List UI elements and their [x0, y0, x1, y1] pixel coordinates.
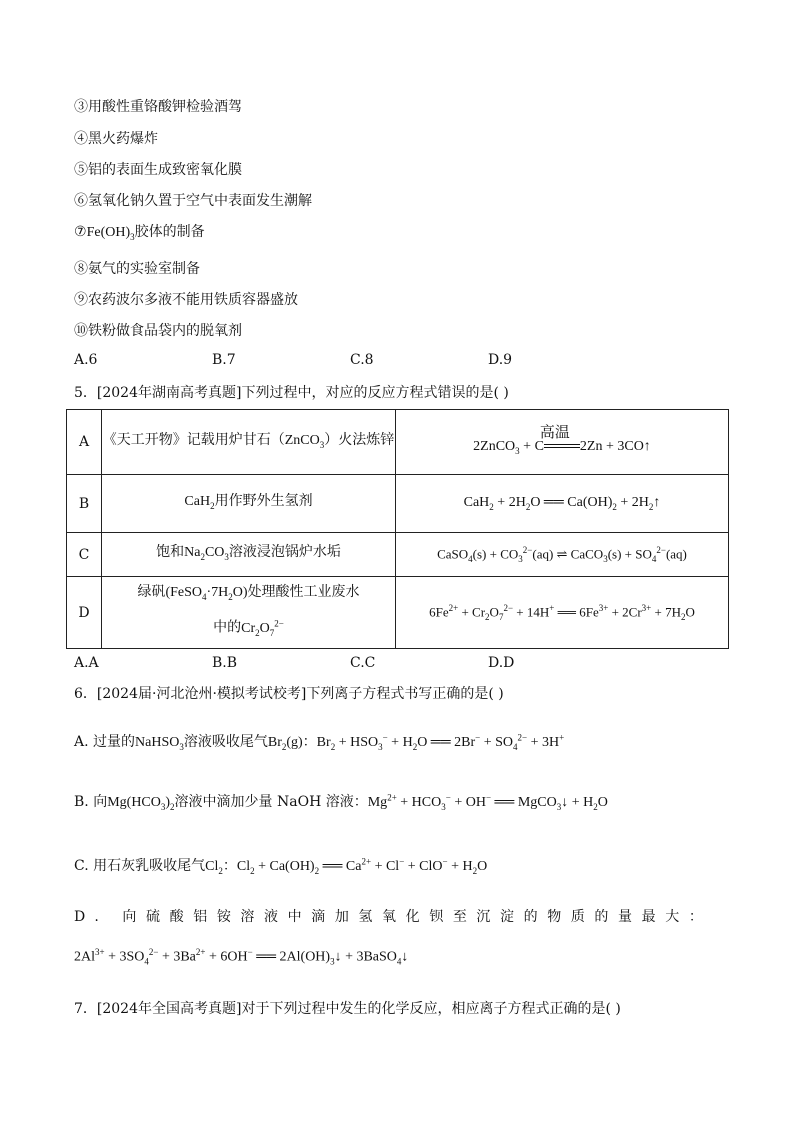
list-item: ③用酸性重铬酸钾检验酒驾	[74, 99, 242, 115]
option-b[interactable]: B.7	[212, 352, 236, 368]
row-equation: 2ZnCO$_3$ + C 高温 2Zn + 3CO↑	[396, 410, 729, 475]
option-d[interactable]: D.9	[488, 352, 513, 368]
q6-option-d-equation: $2Al^{3+} + 3SO_4^{2-} + 3Ba^{2+} + 6OH^-$ ══ $2Al(OH)_3↓$ + 3BaSO$_4$↓	[74, 947, 409, 967]
option-d[interactable]: D.D	[488, 655, 515, 671]
row-desc: 《天工开物》记载用炉甘石（ZnCO$_3$）火法炼锌	[102, 410, 396, 475]
row-label: A	[67, 410, 102, 475]
q6-option-b[interactable]: B. 向$Mg(HCO_3)_2$溶液中滴加少量 NaOH 溶液：$Mg^{2+} + HCO_3^- + OH^-$ ══ MgCO$_3$↓ + $H_2O$	[74, 792, 608, 812]
q5-options	[74, 655, 626, 671]
q5-stem: 5．[2024年湖南高考真题]下列过程中，对应的反应方程式错误的是( )	[74, 385, 509, 401]
list-item: ④黑火药爆炸	[74, 131, 158, 147]
q6-option-a[interactable]: A. 过量的NaHSO$_3$溶液吸收尾气$Br_2(g)$：$Br_2 + HSO_3^- + H_2O$ ══ $2Br^- + SO_4^{2-} + 3H^+$	[74, 732, 565, 752]
table-row: D 绿矾$(FeSO_4\cdot 7H_2O)$处理酸性工业废水 中的$Cr_2O_7^{2-}$ $6Fe^{2+} + Cr_2O_7^{2-} + 14H^+$ ══ $6Fe^{3+} + 2Cr^{3+} + 7H_2O$	[67, 577, 729, 649]
option-a[interactable]: A.6	[74, 352, 98, 368]
list-item: ⑥氢氧化钠久置于空气中表面发生潮解	[74, 193, 312, 209]
table-row: B CaH$_2$用作野外生氢剂 $CaH_2 + 2H_2O$ ══ $Ca(OH)_2$ + $2H_2↑$	[67, 475, 729, 533]
q6-option-d[interactable]: D. 向硫酸铝铵溶液中滴加氢氧化钡至沉淀的物质的量最大：	[74, 909, 713, 925]
option-a[interactable]: A.A	[74, 655, 99, 671]
option-c[interactable]: C.8	[350, 352, 374, 368]
table-row	[67, 410, 729, 475]
q4-options	[74, 352, 626, 368]
list-item: ⑧氨气的实验室制备	[74, 261, 200, 277]
option-b[interactable]: B.B	[212, 655, 238, 671]
table-row: C 饱和$Na_2CO_3$溶液浸泡锅炉水垢 CaSO$_4$(s) + $CO_3^{2-}(aq)$ ⇌ CaCO$_3$(s) + $SO_4^{2-}(aq)$	[67, 533, 729, 577]
list-item: ⑤铝的表面生成致密氧化膜	[74, 162, 242, 178]
list-item: ⑨农药波尔多液不能用铁质容器盛放	[74, 292, 298, 308]
q6-stem: 6．[2024届·河北沧州·模拟考试校考]下列离子方程式书写正确的是( )	[74, 686, 504, 702]
q7-stem: 7．[2024年全国高考真题]对于下列过程中发生的化学反应，相应离子方程式正确的是( )	[74, 1001, 621, 1017]
list-item: ⑩铁粉做食品袋内的脱氧剂	[74, 323, 242, 339]
option-c[interactable]: C.C	[350, 655, 376, 671]
list-item: $⑦Fe(OH)_3$胶体的制备	[74, 224, 205, 242]
q5-table	[66, 409, 729, 649]
q6-option-c[interactable]: C. 用石灰乳吸收尾气$Cl_2$：$Cl_2 + Ca(OH)_2$ ══ $Ca^{2+} + Cl^- + ClO^- + H_2O$	[74, 856, 488, 876]
